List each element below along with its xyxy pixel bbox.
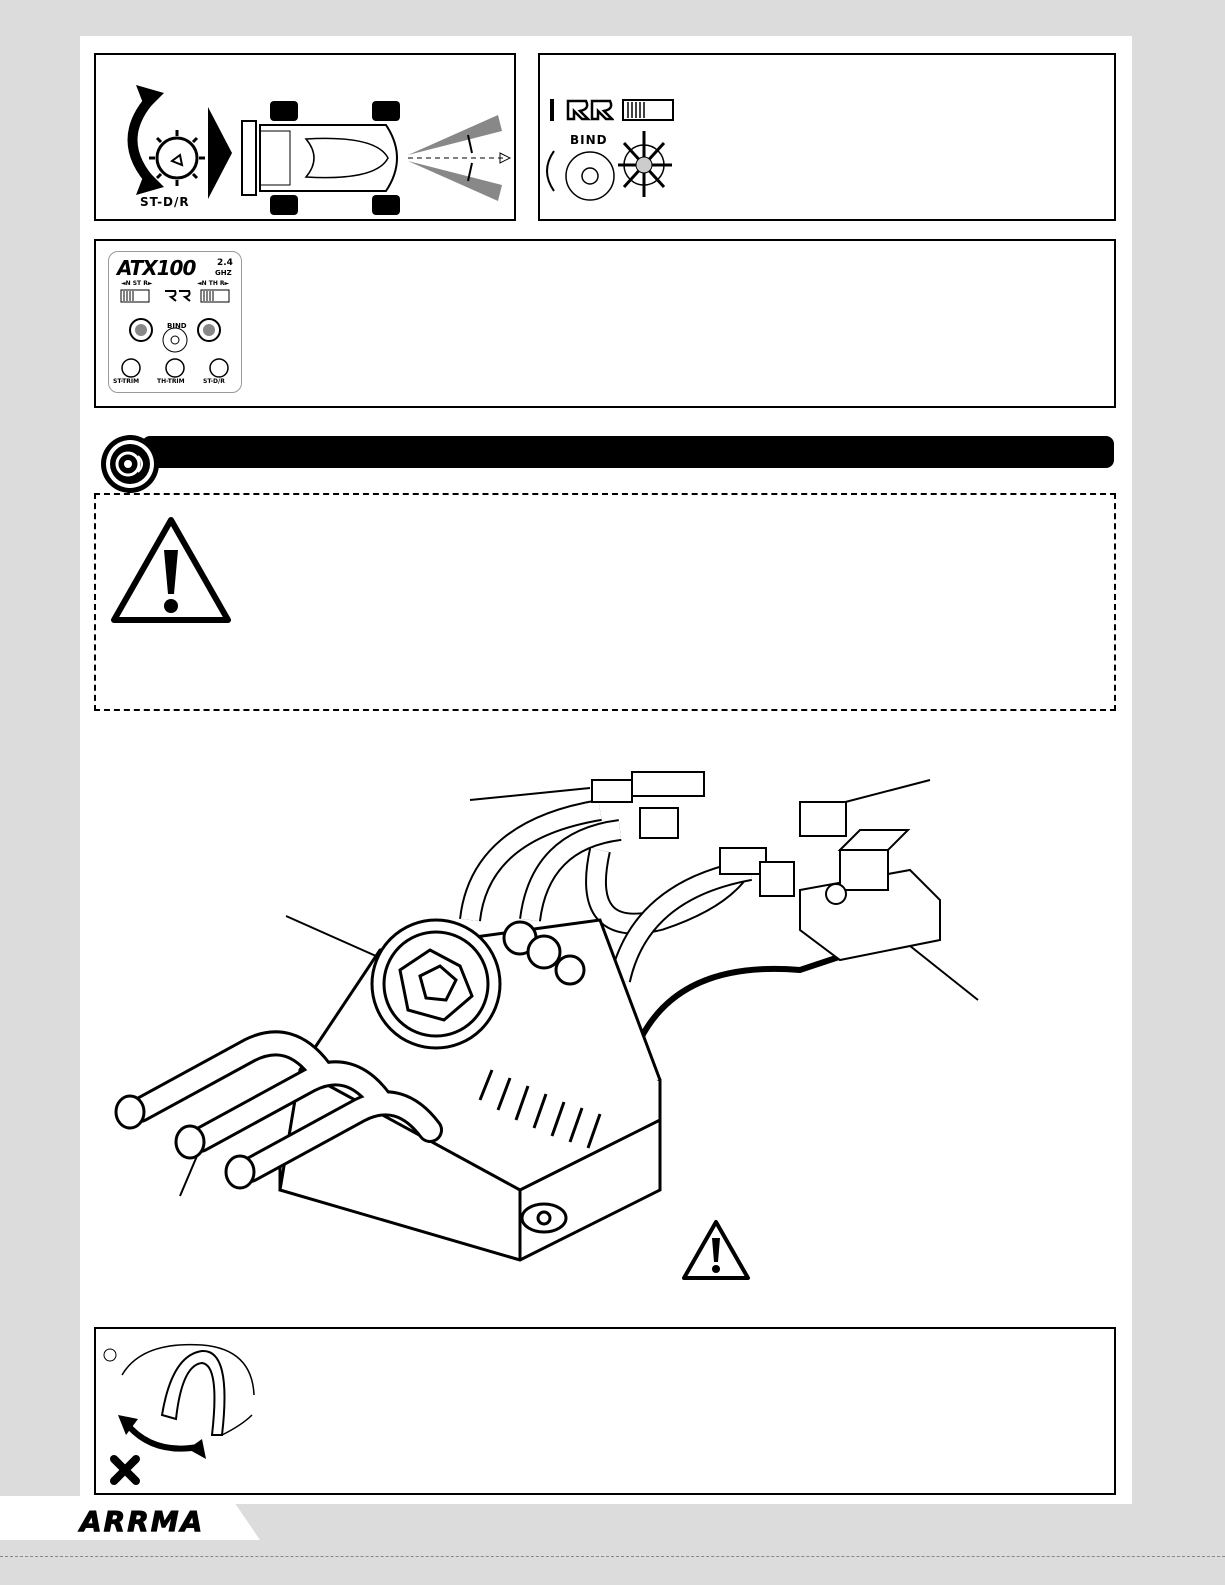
knob-label-st-dr: ST-D/R	[203, 378, 225, 385]
switch-icon	[622, 99, 674, 121]
knob-label-st-trim: ST-TRIM	[113, 378, 140, 385]
steering-dual-rate-panel	[94, 53, 516, 221]
bind-label: BIND	[570, 133, 608, 147]
warning-triangle-small-icon	[680, 1218, 752, 1282]
transmitter-face	[108, 251, 242, 393]
knob-label: ST-D/R	[140, 195, 190, 209]
esc-illustration	[100, 770, 1000, 1290]
dial-knob-icon	[144, 125, 210, 191]
section-header-bar	[142, 436, 1114, 468]
esc-section-icon	[98, 432, 162, 496]
arrow-right-icon	[208, 107, 232, 199]
body-mount-panel	[94, 1327, 1116, 1495]
led-flashing-icon	[612, 127, 676, 199]
switch-right-label: ◄N TH R►	[197, 280, 230, 287]
vehicle-top-view	[236, 95, 512, 221]
bind-label-small: BIND	[167, 322, 187, 330]
bracket-mark	[550, 99, 554, 121]
transmitter-controls	[113, 288, 237, 380]
freq-bottom: GHZ	[215, 269, 232, 277]
warning-box	[94, 493, 1116, 711]
body-clip-illustration	[102, 1335, 258, 1489]
freq-top: 2.4	[217, 258, 233, 268]
bottom-dashed-line	[0, 1556, 1225, 1557]
rr-logo-icon	[566, 99, 614, 121]
bind-panel	[538, 53, 1116, 221]
switch-left-label: ◄N ST R►	[121, 280, 153, 287]
knob-label-th-trim: TH-TRIM	[157, 378, 185, 385]
footer-logo: ARRMA	[80, 1505, 205, 1538]
transmitter-panel	[94, 239, 1116, 408]
warning-triangle-icon	[108, 514, 234, 626]
transmitter-brand: ATX100	[117, 256, 196, 280]
